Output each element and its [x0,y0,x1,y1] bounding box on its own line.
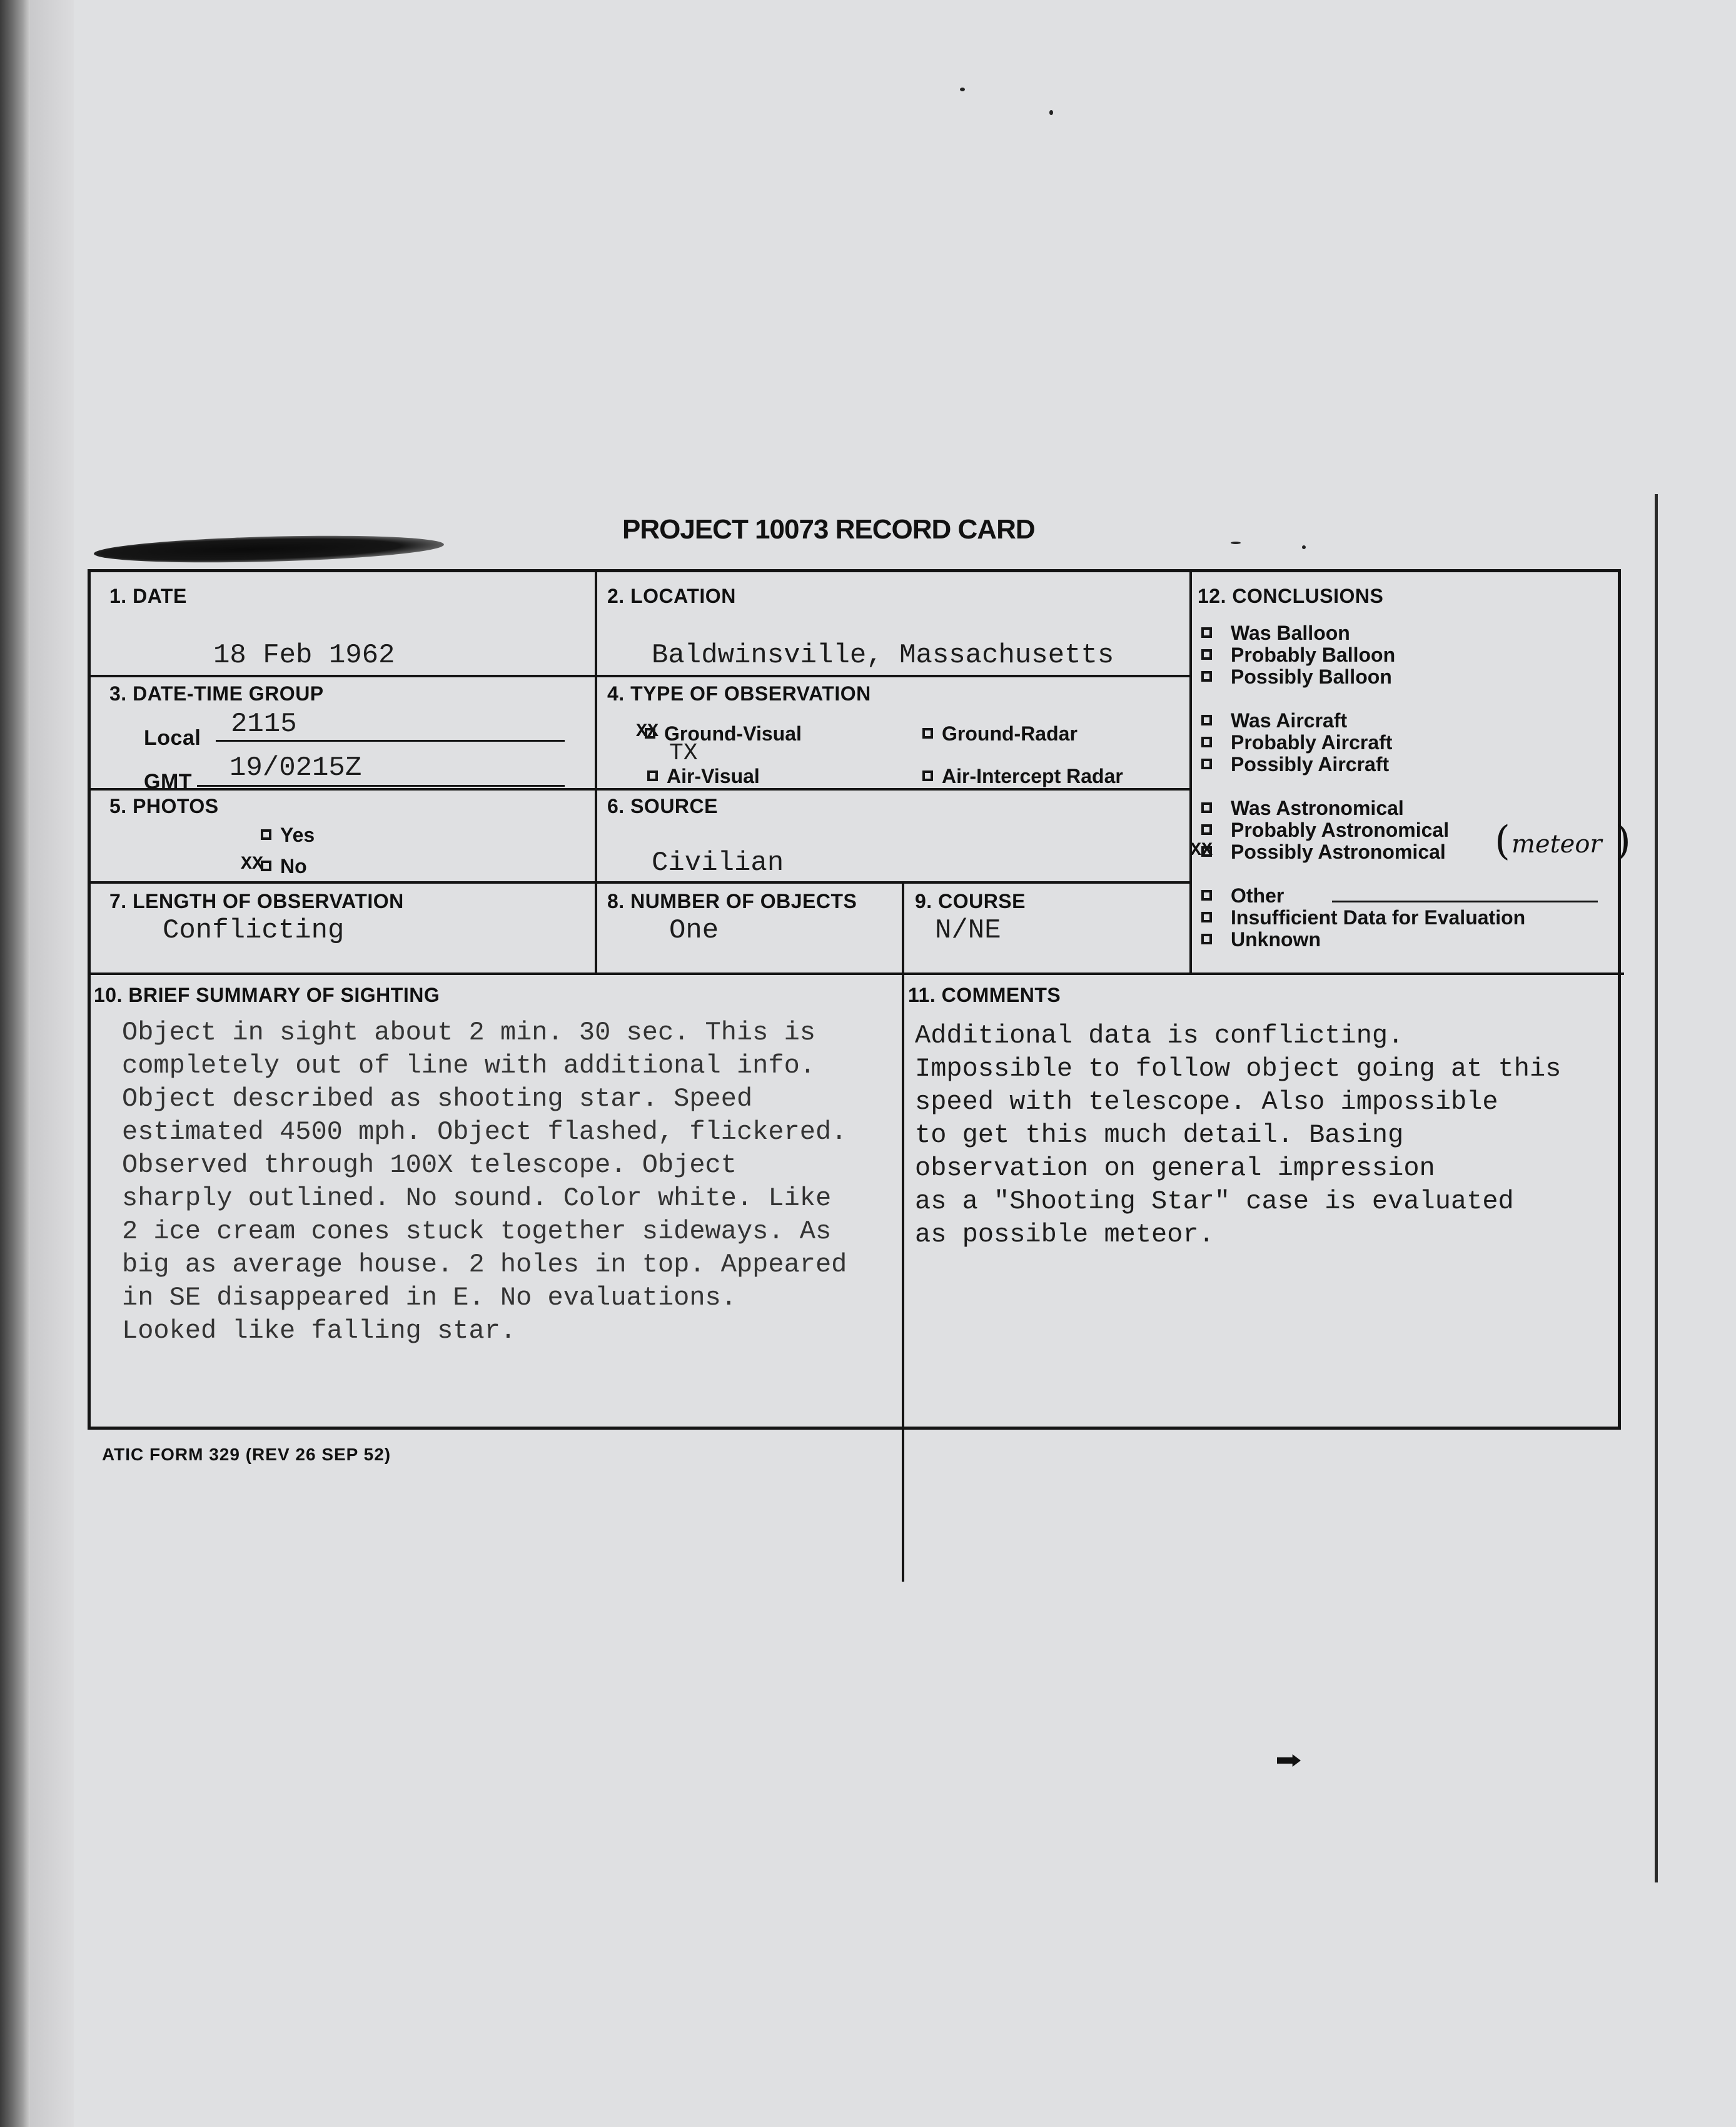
option-ground-radar[interactable]: Ground-Radar [922,722,1077,745]
conclusion-possibly-aircraft[interactable]: Possibly Aircraft [1201,754,1389,776]
handwritten-note: meteor [1511,830,1602,859]
typed-x-mark: XX [241,854,264,875]
checkbox-icon[interactable] [922,770,933,781]
checkbox-icon[interactable] [1201,649,1212,660]
summary-line: in SE disappeared in E. No evaluations. [122,1283,737,1313]
option-air-visual[interactable]: Air-Visual [647,765,760,788]
location-value: Baldwinsville, Massachusetts [652,640,1114,671]
option-photos-yes[interactable]: Yes [261,824,315,847]
summary-line: Object in sight about 2 min. 30 sec. This is [122,1018,815,1048]
course-label: 9. COURSE [915,890,1026,912]
comments-line: to get this much detail. Basing [915,1120,1404,1150]
location-label: 2. LOCATION [607,585,736,607]
conclusion-probably-balloon[interactable]: Probably Balloon [1201,644,1395,666]
redaction-smudge [94,532,445,567]
brief-summary-text [122,1016,907,1348]
checkbox-icon[interactable] [922,728,933,739]
card-title: PROJECT 10073 RECORD CARD [622,514,1035,545]
gmt-label: GMT [144,770,193,794]
checkbox-icon[interactable] [1201,934,1212,944]
source-label: 6. SOURCE [607,795,718,817]
handwritten-paren-right: ) [1615,818,1631,864]
option-photos-no[interactable]: No [261,855,307,878]
dust-speck [960,88,965,91]
checkbox-icon[interactable] [1201,802,1212,813]
checkbox-icon[interactable] [1201,737,1212,747]
length-of-observation-value: Conflicting [163,915,345,946]
checkbox-icon[interactable] [1201,912,1212,922]
comments-line: as a "Shooting Star" case is evaluated [915,1186,1514,1216]
other-underline [1332,901,1598,902]
source-value: Civilian [652,847,784,879]
local-value: 2115 [231,709,297,740]
photos-label: 5. PHOTOS [109,795,219,817]
checkbox-icon[interactable] [1201,890,1212,901]
date-label: 1. DATE [109,585,187,607]
checkbox-icon[interactable] [261,829,271,840]
local-underline [216,740,565,742]
row-line-4 [91,973,1624,975]
checkbox-icon[interactable] [1201,715,1212,725]
conclusion-other[interactable]: Other [1201,885,1284,907]
dust-speck [1049,110,1053,115]
conclusion-probably-astronomical[interactable]: Probably Astronomical [1201,819,1449,841]
summary-line: sharply outlined. No sound. Color white. Like [122,1183,832,1213]
conclusion-possibly-balloon[interactable]: Possibly Balloon [1201,666,1392,688]
checkbox-icon[interactable] [1201,671,1212,682]
course-value: N/NE [935,915,1001,946]
typed-note: TX [669,740,698,767]
gmt-value: 19/0215Z [230,752,362,784]
checkbox-icon[interactable] [261,861,271,871]
comments-line: Additional data is conflicting. [915,1021,1404,1051]
type-of-observation-label: 4. TYPE OF OBSERVATION [607,682,871,705]
film-edge-light [30,0,74,2127]
comments-line: observation on general impression [915,1153,1435,1183]
conclusion-was-balloon[interactable]: Was Balloon [1201,622,1350,644]
arrow-mark-icon [1277,1754,1301,1767]
divider-main-top [595,572,597,973]
checkbox-icon[interactable] [645,728,655,739]
conclusion-unknown[interactable]: Unknown [1201,929,1321,951]
checkbox-icon[interactable] [647,770,658,781]
comments-label: 11. COMMENTS [908,984,1061,1006]
divider-conclusions [1189,572,1192,973]
number-of-objects-value: One [669,915,719,946]
length-of-observation-label: 7. LENGTH OF OBSERVATION [109,890,404,912]
checkbox-icon[interactable] [1201,824,1212,835]
option-air-intercept-radar[interactable]: Air-Intercept Radar [922,765,1123,788]
typed-x-mark: XX [636,721,659,742]
row-line-2 [91,788,1189,791]
film-edge-dark [0,0,30,2127]
comments-text [915,1019,1628,1251]
row-line-1 [91,675,1189,677]
page-edge-line [1655,494,1658,1882]
conclusion-was-aircraft[interactable]: Was Aircraft [1201,710,1347,732]
handwritten-paren-left: ( [1495,818,1510,864]
dust-speck [1302,545,1306,549]
date-value: 18 Feb 1962 [213,640,395,671]
conclusions-label: 12. CONCLUSIONS [1198,585,1384,607]
comments-line: speed with telescope. Also impossible [915,1087,1498,1117]
dust-speck [1231,542,1241,544]
summary-line: Observed through 100X telescope. Object [122,1150,737,1180]
summary-line: completely out of line with additional info. [122,1051,815,1081]
date-time-group-label: 3. DATE-TIME GROUP [109,682,324,705]
conclusion-insufficient-data[interactable]: Insufficient Data for Evaluation [1201,907,1525,929]
conclusion-was-astronomical[interactable]: Was Astronomical [1201,797,1404,819]
conclusion-probably-aircraft[interactable]: Probably Aircraft [1201,732,1392,754]
comments-line: Impossible to follow object going at this [915,1054,1562,1084]
summary-line: Object described as shooting star. Speed [122,1084,753,1114]
local-label: Local [144,726,201,750]
checkbox-icon[interactable] [1201,846,1212,857]
option-ground-visual[interactable]: Ground-Visual [645,722,802,745]
checkbox-icon[interactable] [1201,759,1212,769]
summary-line: estimated 4500 mph. Object flashed, flickered. [122,1117,847,1147]
conclusion-possibly-astronomical[interactable]: Possibly Astronomical [1201,841,1446,863]
summary-line: big as average house. 2 holes in top. Appeared [122,1250,847,1280]
comments-line: as possible meteor. [915,1220,1214,1250]
number-of-objects-label: 8. NUMBER OF OBJECTS [607,890,857,912]
summary-line: Looked like falling star. [122,1316,517,1346]
checkbox-icon[interactable] [1201,627,1212,638]
row-line-3 [91,881,1189,884]
gmt-underline [197,785,565,787]
brief-summary-label: 10. BRIEF SUMMARY OF SIGHTING [94,984,440,1006]
summary-line: 2 ice cream cones stuck together sideways. As [122,1216,832,1246]
typed-x-mark: XX [1190,840,1213,861]
form-footer: ATIC FORM 329 (REV 26 SEP 52) [102,1445,391,1464]
